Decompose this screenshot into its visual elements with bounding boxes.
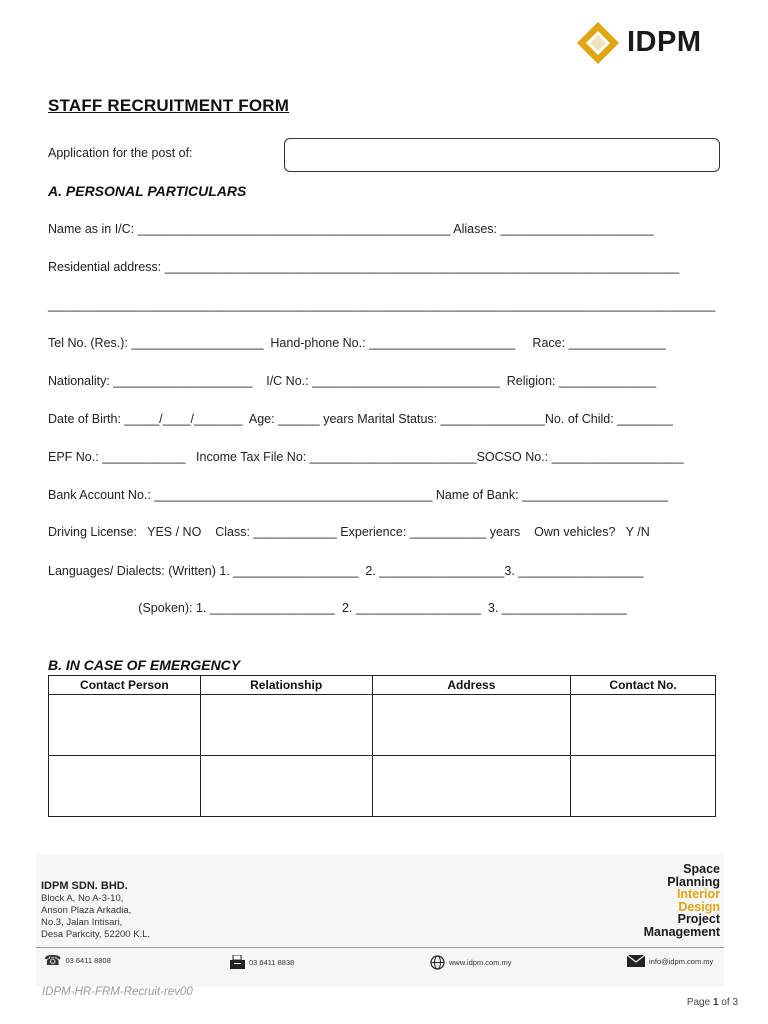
service-design: Design [678, 899, 720, 914]
service-project: Project [677, 912, 720, 926]
table-cell[interactable] [200, 756, 372, 817]
section-a-title: A. PERSONAL PARTICULARS [48, 183, 247, 199]
phone-contact [44, 952, 111, 968]
residential-address-line[interactable]: Residential address: __________________________________________________________________________ [48, 260, 680, 274]
fax-icon [230, 955, 245, 969]
letterhead-footer [36, 855, 724, 987]
dob-age-marital-line[interactable]: Date of Birth: _____/____/_______ Age: ______ years Marital Status: _______________No. of Child: ________ [48, 412, 673, 426]
header-contact-person: Contact Person [49, 676, 201, 695]
tel-handphone-race-line[interactable]: Tel No. (Res.): ___________________ Hand-phone No.: _____________________ Race: ______________ [48, 336, 666, 350]
post-label: Application for the post of: [48, 146, 193, 160]
form-title: STAFF RECRUITMENT FORM [48, 96, 290, 115]
address-line: Desa Parkcity, 52200 K.L. [41, 929, 151, 940]
fax-number: 03 6411 8838 [249, 957, 295, 967]
page-number [687, 997, 738, 1008]
emergency-contact-table [48, 675, 716, 817]
table-row [49, 756, 716, 817]
diamond-logo-icon [575, 20, 621, 66]
logo-text: IDPM [627, 26, 702, 58]
post-input-box[interactable] [284, 138, 720, 172]
table-row [49, 695, 716, 756]
header-contact-no: Contact No. [571, 676, 716, 695]
company-name: IDPM SDN. BHD. [41, 880, 128, 892]
residential-address-line-2[interactable]: ________________________________________________________________________________________________ [48, 298, 716, 312]
envelope-icon [627, 955, 645, 967]
website-contact [430, 955, 512, 970]
table-cell[interactable] [571, 756, 716, 817]
email-address[interactable]: info@idpm.com.my [649, 956, 714, 966]
website-url[interactable]: www.idpm.com.my [449, 958, 512, 967]
bank-line[interactable]: Bank Account No.: ________________________________________ Name of Bank: _____________________ [48, 488, 669, 502]
service-space: Space [683, 862, 720, 876]
languages-spoken-line[interactable]: (Spoken): 1. __________________ 2. __________________ 3. __________________ [48, 601, 627, 615]
nationality-ic-religion-line[interactable]: Nationality: ____________________ I/C No.: ___________________________ Religion: ______________ [48, 374, 657, 388]
address-line: Block A, No A-3-10, [41, 893, 124, 904]
page-label: Page [686, 997, 711, 1008]
company-logo [575, 20, 715, 66]
phone-number: 03 6411 8808 [65, 955, 111, 965]
service-planning: Planning [667, 874, 720, 889]
table-cell[interactable] [200, 695, 372, 756]
fax-contact [230, 955, 294, 969]
email-contact [627, 955, 713, 967]
section-b-title: B. IN CASE OF EMERGENCY [48, 657, 241, 673]
page-of-label: of [721, 997, 730, 1008]
document-code: IDPM-HR-FRM-Recruit-rev00 [42, 986, 193, 998]
page-total: 3 [732, 997, 738, 1008]
header-address: Address [372, 676, 571, 695]
table-cell[interactable] [49, 695, 201, 756]
table-cell[interactable] [372, 756, 571, 817]
services-list [644, 863, 720, 938]
phone-icon: ☎ [44, 952, 62, 968]
table-header-row [49, 676, 716, 695]
name-aliases-line[interactable]: Name as in I/C: _____________________________________________ Aliases: ______________________ [48, 222, 654, 236]
page-current: 1 [712, 997, 719, 1008]
globe-icon [430, 955, 445, 970]
languages-written-line[interactable]: Languages/ Dialects: (Written) 1. __________________ 2. __________________3. __________________ [48, 564, 644, 578]
service-management: Management [643, 924, 720, 939]
address-line: No.3, Jalan Intisari, [41, 917, 123, 928]
table-cell[interactable] [372, 695, 571, 756]
driving-license-line[interactable]: Driving License: YES / NO Class: ____________ Experience: ___________ years Own vehicles? Y /N [48, 525, 650, 539]
service-interior: Interior [676, 887, 720, 901]
address-line: Anson Plaza Arkadia, [41, 905, 132, 916]
table-cell[interactable] [49, 756, 201, 817]
footer-divider [36, 947, 724, 948]
epf-tax-socso-line[interactable]: EPF No.: ____________ Income Tax File No: ________________________SOCSO No.: ___________________ [48, 450, 684, 464]
table-cell[interactable] [571, 695, 716, 756]
header-relationship: Relationship [200, 676, 372, 695]
